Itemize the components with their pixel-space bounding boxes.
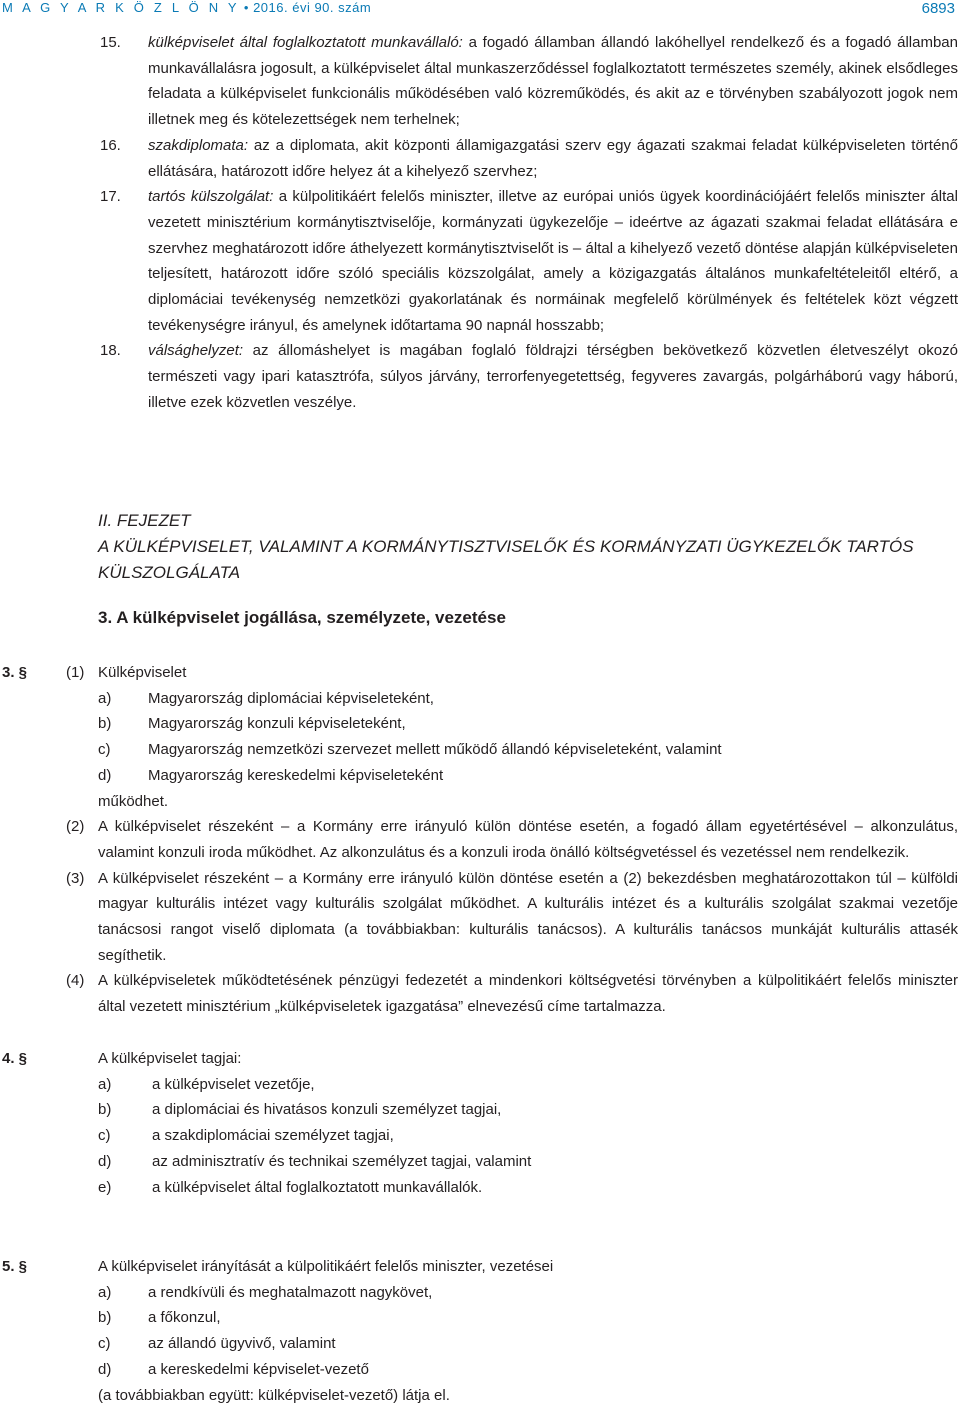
paragraph-intro: A külképviselet irányítását a külpolitikáért felelős miniszter, vezetései xyxy=(98,1258,554,1275)
list-text: az adminisztratív és technikai személyzet tagjai, valamint xyxy=(152,1152,532,1170)
definition-term: válsághelyzet: xyxy=(148,342,244,360)
list-item xyxy=(98,1123,960,1149)
subsection-list xyxy=(0,686,960,789)
subsection-number: (4) xyxy=(66,972,85,990)
definition-item xyxy=(0,133,960,184)
definition-body xyxy=(148,184,958,338)
definition-number: 18. xyxy=(100,342,121,360)
subsection-body: A külképviselet részeként – a Kormány erre irányuló külön döntése esetén, a fogadó állam egyetértésével – alkonzulátus, valamint konzuli iroda működhet. Az alkonzulátus és a konzuli iroda önálló költségvetéssel és vezetéssel nem rendelkezik. xyxy=(98,818,958,861)
list-text: a főkonzul, xyxy=(148,1309,221,1327)
paragraph-4 xyxy=(0,1046,960,1200)
subsection-body: A külképviseletek működtetésének pénzügyi fedezetét a mindenkori költségvetési törvényben a külpolitikáért felelős miniszter által vezetett minisztérium „külképviseletek igazgatása” elnevezésű címe tartalmazza. xyxy=(98,972,958,1016)
subsection-number: (3) xyxy=(66,869,85,887)
list-label: e) xyxy=(98,1178,112,1196)
definition-item xyxy=(0,338,960,415)
list-label: c) xyxy=(98,741,111,759)
definition-number: 17. xyxy=(100,188,121,206)
subsection-4 xyxy=(0,968,960,1019)
definition-item xyxy=(0,30,960,133)
paragraph-sign: 5. § xyxy=(2,1258,28,1275)
definition-text: az a diplomata, akit központi államigazgatási szerv egy ágazati szakmai feladat külképviseleten történő ellátására, határozott időre helyez át a kihelyező szervhez; xyxy=(148,136,958,180)
list-text: Magyarország diplomáciai képviseleteként, xyxy=(148,689,434,707)
list-text: Magyarország nemzetközi szervezet mellett működő állandó képviseleteként, valamint xyxy=(148,741,722,759)
definition-item xyxy=(0,184,960,338)
page-header xyxy=(0,0,960,20)
journal-title: M A G Y A R K Ö Z L Ö N Y xyxy=(2,0,240,15)
list-text: Magyarország kereskedelmi képviseleteként xyxy=(148,766,444,784)
list-text: az állandó ügyvivő, valamint xyxy=(148,1335,336,1353)
list-label: b) xyxy=(98,1101,112,1119)
list-label: b) xyxy=(98,715,112,733)
definition-term: szakdiplomata: xyxy=(148,136,249,154)
list-label: d) xyxy=(98,766,112,784)
journal-header xyxy=(2,0,371,15)
subsection-intro: Külképviselet xyxy=(98,664,187,681)
list-item xyxy=(98,1331,960,1357)
definition-text: a külpolitikáért felelős miniszter, illetve az európai uniós ügyek koordinációjáért felelős miniszter által vezetett minisztérium kormánytisztviselője, kormányzati ügykezelője – ideértve az ágazati szakmai feladat ellátására e szervhez meghatározott időre áthelyezett kormánytisztviselőt is – által a kihelyező vezető döntése alapján külképviseleten teljesített, határozott időre szóló speciális közszolgálat, amely a közigazgatás általános munkafeltételeitől eltérő, a diplomáciai tevékenység nemzetközi gyakorlatának és normáinak megfelelő körülmények és feltételek közt végzett tevékenységre irányul, és amelynek időtartama 90 napnál hosszabb; xyxy=(148,188,958,334)
issue-label: 2016. évi 90. szám xyxy=(253,0,372,15)
definitions-list xyxy=(0,30,960,416)
chapter-heading xyxy=(98,508,918,586)
list-label: a) xyxy=(98,1283,112,1301)
definition-term: tartós külszolgálat: xyxy=(148,188,274,206)
definition-body xyxy=(148,133,958,184)
chapter-title: A KÜLKÉPVISELET, VALAMINT A KORMÁNYTISZTVISELŐK ÉS KORMÁNYZATI ÜGYKEZELŐK TARTÓS KÜLSZOLGÁLATA xyxy=(98,537,914,582)
list-item xyxy=(98,737,960,763)
list-label: c) xyxy=(98,1127,111,1145)
subsection-3 xyxy=(0,866,960,969)
subsection-body: A külképviselet részeként – a Kormány erre irányuló külön döntése esetén a (2) bekezdésben meghatározottakon túl – külföldi magyar kulturális intézet vagy kulturális szolgálat működhet. A kulturális intézet és a kulturális szolgálat szakmai vezetője tanácsosi rangot viselő diplomata (a továbbiakban: kulturális tanácsos). A kulturális tanácsos munkáját kulturális attasék segíthetik. xyxy=(98,869,958,964)
list-item xyxy=(98,763,960,789)
list-text: Magyarország konzuli képviseleteként, xyxy=(148,715,406,733)
list-text: a kereskedelmi képviselet-vezető xyxy=(148,1360,369,1378)
list-text: a külképviselet által foglalkoztatott munkavállalók. xyxy=(152,1178,483,1196)
paragraph-sign: 3. § xyxy=(2,664,28,681)
list-label: d) xyxy=(98,1360,112,1378)
definition-text: az állomáshelyet is magában foglaló földrajzi térségben bekövetkező közvetlen életveszélyt okozó természeti vagy ipari katasztrófa, súlyos járvány, terrorfenyegetettség, fegyveres zavargás, polgárháború vagy háború, illetve ezek közvetlen veszélye. xyxy=(148,342,958,411)
list-text: a szakdiplomáciai személyzet tagjai, xyxy=(152,1127,394,1145)
section-title: 3. A külképviselet jogállása, személyzete, vezetése xyxy=(98,608,506,627)
paragraph-5 xyxy=(0,1254,960,1408)
chapter-number: II. FEJEZET xyxy=(98,511,191,530)
list-text: a rendkívüli és meghatalmazott nagykövet, xyxy=(148,1283,433,1301)
list-label: b) xyxy=(98,1309,112,1327)
list-label: a) xyxy=(98,1075,112,1093)
list-label: c) xyxy=(98,1335,111,1353)
definition-number: 15. xyxy=(100,34,121,51)
paragraph-sign: 4. § xyxy=(2,1050,28,1067)
subsection-outro: működhet. xyxy=(98,792,169,810)
subsection-number: (1) xyxy=(66,664,85,681)
paragraph-3 xyxy=(0,660,960,1020)
list-text: a diplomáciai és hivatásos konzuli személyzet tagjai, xyxy=(152,1101,502,1119)
definition-body xyxy=(148,338,958,415)
list-item xyxy=(98,711,960,737)
list-item xyxy=(98,1357,960,1383)
list-item xyxy=(98,1097,960,1123)
list-item xyxy=(98,1305,960,1331)
paragraph-intro: A külképviselet tagjai: xyxy=(98,1050,242,1067)
list-item xyxy=(98,1175,960,1201)
leaders-list xyxy=(0,1280,960,1383)
definition-body xyxy=(148,30,958,133)
list-text: a külképviselet vezetője, xyxy=(152,1075,315,1093)
list-item xyxy=(98,1280,960,1306)
page-number: 6893 xyxy=(921,0,955,17)
list-item xyxy=(98,686,960,712)
definition-term: külképviselet által foglalkoztatott munkavállaló: xyxy=(148,34,463,51)
subsection-number: (2) xyxy=(66,818,85,836)
list-item xyxy=(98,1072,960,1098)
subsection-1 xyxy=(0,660,960,814)
subsection-2 xyxy=(0,814,960,865)
header-bullet: • xyxy=(243,0,249,15)
list-item xyxy=(98,1149,960,1175)
definition-number: 16. xyxy=(100,136,121,154)
paragraph-outro: (a továbbiakban együtt: külképviselet-vezető) látja el. xyxy=(98,1386,450,1404)
members-list xyxy=(0,1072,960,1201)
definition-text: a fogadó államban állandó lakóhellyel rendelkező és a fogadó államban munkavállalásra jogosult, a külképviselet által munkaszerződéssel foglalkoztatott természetes személy, akinek elsődleges feladata a külképviselet funkcionális működésében való közreműködés, és akit az e törvényben szabályozott jogok nem illetnek meg és kötelezettségek nem terhelnek; xyxy=(148,34,958,129)
list-label: a) xyxy=(98,689,112,707)
list-label: d) xyxy=(98,1152,112,1170)
